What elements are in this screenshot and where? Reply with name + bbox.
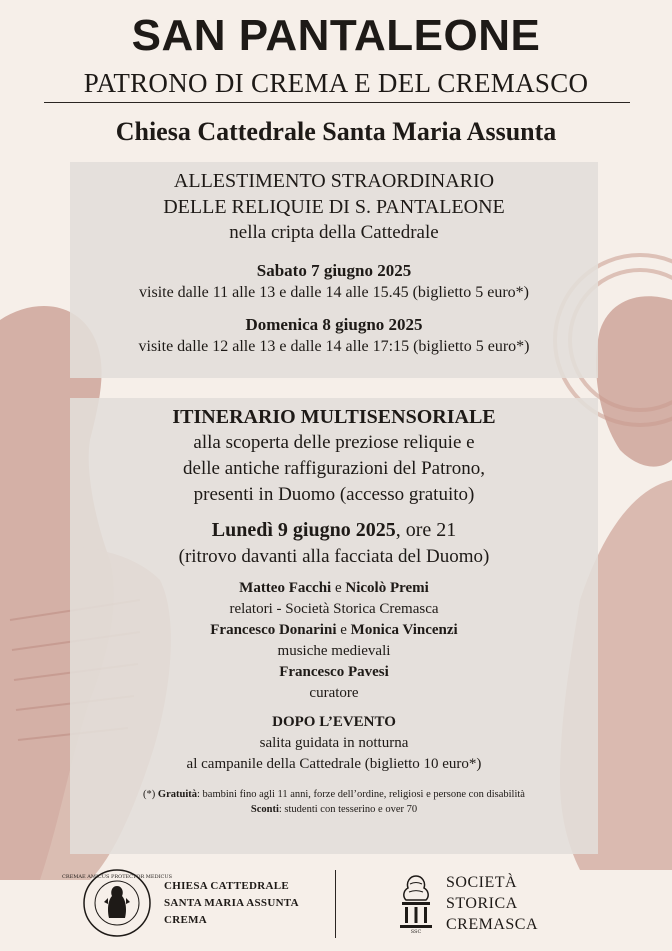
event-date-day: Lunedì 9 giugno 2025 <box>211 519 396 541</box>
itinerary-desc-line2: delle antiche raffigurazioni del Patrono, <box>183 458 485 479</box>
exhibition-heading-line1: ALLESTIMENTO STRAORDINARIO <box>173 170 495 192</box>
societa-storica-logo <box>396 872 436 934</box>
after-event-line2: al campanile della Cattedrale (biglietto 10 euro*) <box>186 756 482 772</box>
musician-1: Francesco Donarini <box>210 622 337 638</box>
saturday-date: Sabato 7 giugno 2025 <box>256 261 412 280</box>
after-event-heading: DOPO L’EVENTO <box>272 714 396 730</box>
note-gratuita-text: : bambini fino agli 11 anni, forze dell’ordine, religiosi e persone con disabilità <box>197 789 525 800</box>
speakers-role: relatori - Società Storica Cremasca <box>229 601 439 617</box>
speakers <box>70 578 598 599</box>
sunday-times: visite dalle 12 alle 13 e dalle 14 alle 17:15 (biglietto 5 euro*) <box>138 338 530 355</box>
after-event-line1: salita guidata in notturna <box>259 735 409 751</box>
sunday-date: Domenica 8 giugno 2025 <box>245 315 423 334</box>
speaker-2: Nicolò Premi <box>345 580 429 596</box>
note-gratuita-label: Gratuità <box>157 789 197 800</box>
footer-left-line3: CREMA <box>164 914 208 926</box>
cathedral-seal-logo <box>61 868 173 938</box>
musicians <box>70 620 598 641</box>
saturday-times: visite dalle 11 alle 13 e dalle 14 alle 15.45 (biglietto 5 euro*) <box>139 284 529 301</box>
exhibition-location: nella cripta della Cattedrale <box>229 222 439 243</box>
itinerary-desc-line3: presenti in Duomo (accesso gratuito) <box>193 484 475 505</box>
footer-divider <box>335 870 336 938</box>
note-prefix: (*) <box>143 789 158 800</box>
church-name: Chiesa Cattedrale Santa Maria Assunta <box>115 117 557 146</box>
event-date <box>70 516 598 544</box>
exhibition-heading-line2: DELLE RELIQUIE DI S. PANTALEONE <box>163 196 505 218</box>
poster-title: SAN PANTALEONE <box>131 11 541 60</box>
ticket-note-sconti <box>70 802 598 817</box>
note-sconti-text: : studenti con tesserino e over 70 <box>278 804 418 815</box>
note-sconti-label: Sconti <box>250 804 279 815</box>
event-date-time: , ore 21 <box>395 519 457 541</box>
itinerary-desc-line1: alla scoperta delle preziose reliquie e <box>193 432 475 453</box>
meeting-point: (ritrovo davanti alla facciata del Duomo) <box>178 546 490 567</box>
musician-joiner: e <box>336 622 351 638</box>
speaker-1: Matteo Facchi <box>239 580 332 596</box>
musicians-role: musiche medievali <box>277 643 391 659</box>
curator-name: Francesco Pavesi <box>279 664 389 680</box>
cathedral-footer-text <box>164 878 334 929</box>
footer-right-line1: SOCIETÀ <box>446 874 518 891</box>
itinerary-heading: ITINERARIO MULTISENSORIALE <box>172 406 496 428</box>
curator-role: curatore <box>309 685 359 701</box>
multisensory-itinerary-box <box>70 398 598 854</box>
footer-left-line1: CHIESA CATTEDRALE <box>164 880 290 892</box>
speaker-joiner: e <box>331 580 346 596</box>
seal-lettering: CREMAE AMICUS PROTECTOR MEDICUS <box>61 874 173 880</box>
footer-left-line2: SANTA MARIA ASSUNTA <box>164 897 299 909</box>
title-divider <box>44 102 630 103</box>
societa-storica-text <box>446 872 606 935</box>
footer-right-line2: STORICA <box>446 895 518 912</box>
musician-2: Monica Vincenzi <box>350 622 458 638</box>
ticket-note-gratuita <box>70 787 598 802</box>
poster-subtitle: PATRONO DI CREMA E DEL CREMASCO <box>83 68 589 98</box>
logo-lettering: SSC <box>410 929 422 935</box>
footer-right-line3: CREMASCA <box>446 916 539 933</box>
relics-exhibition-box <box>70 162 598 378</box>
